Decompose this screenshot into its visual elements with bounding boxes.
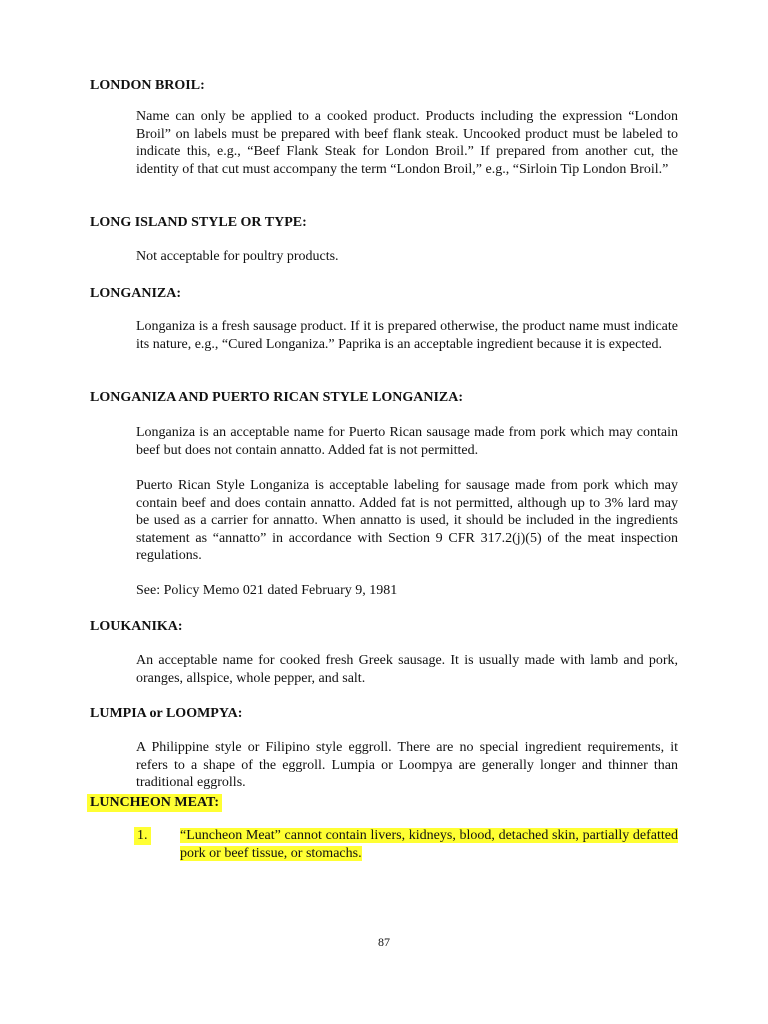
paragraph-loukanika: An acceptable name for cooked fresh Greek sausage. It is usually made with lamb and pork, oranges, allspice, whole pepper, and salt.: [136, 653, 678, 686]
paragraph-longaniza-pr-3: See: Policy Memo 021 dated February 9, 1981: [136, 583, 398, 598]
page-number: 87: [378, 935, 390, 949]
paragraph-longaniza-pr-2: Puerto Rican Style Longaniza is acceptable labeling for sausage made from pork which may contain beef and does contain annatto. Added fat is not permitted, although up to 3% lard may be used as a carrier for annatto. When annatto is used, it should be included in the ingredients statement as “annatto” in accordance with Section 9 CFR 317.2(j)(5) of the meat inspection regulations.: [136, 478, 678, 563]
heading-luncheon-meat: LUNCHEON MEAT:: [87, 794, 222, 812]
heading-loukanika: LOUKANIKA:: [90, 619, 183, 634]
item-number: 1.: [134, 827, 151, 845]
paragraph-longaniza-pr-1: Longaniza is an acceptable name for Puerto Rican sausage made from pork which may contain beef but does not contain annatto. Added fat is not permitted.: [136, 425, 678, 458]
paragraph-london-broil: Name can only be applied to a cooked product. Products including the expression “London Broil” on labels must be prepared with beef flank steak. Uncooked product must be labeled to indicate this, e.g., “Beef Flank Steak for London Broil.” If prepared from another cut, the identity of that cut must accompany the term “London Broil,” e.g., “Sirloin Tip London Broil.”: [136, 109, 678, 177]
item-text: “Luncheon Meat” cannot contain livers, kidneys, blood, detached skin, partially defatted pork or beef tissue, or stomachs.: [180, 828, 678, 861]
list-item: [180, 827, 678, 863]
heading-longaniza: LONGANIZA:: [90, 286, 182, 301]
paragraph-long-island-style: Not acceptable for poultry products.: [136, 249, 339, 264]
heading-london-broil: LONDON BROIL:: [90, 78, 205, 93]
paragraph-longaniza: Longaniza is a fresh sausage product. If it is prepared otherwise, the product name must indicate its nature, e.g., “Cured Longaniza.” Paprika is an acceptable ingredient because it is expected.: [136, 319, 678, 352]
paragraph-lumpia: A Philippine style or Filipino style eggroll. There are no special ingredient requirements, it refers to a shape of the eggroll. Lumpia or Loompya are generally longer and thinner than traditional eggrolls.: [136, 740, 678, 790]
heading-lumpia: LUMPIA or LOOMPYA:: [90, 706, 243, 721]
heading-long-island-style: LONG ISLAND STYLE OR TYPE:: [90, 215, 307, 230]
heading-longaniza-puerto-rican: LONGANIZA AND PUERTO RICAN STYLE LONGANIZA:: [90, 390, 464, 405]
